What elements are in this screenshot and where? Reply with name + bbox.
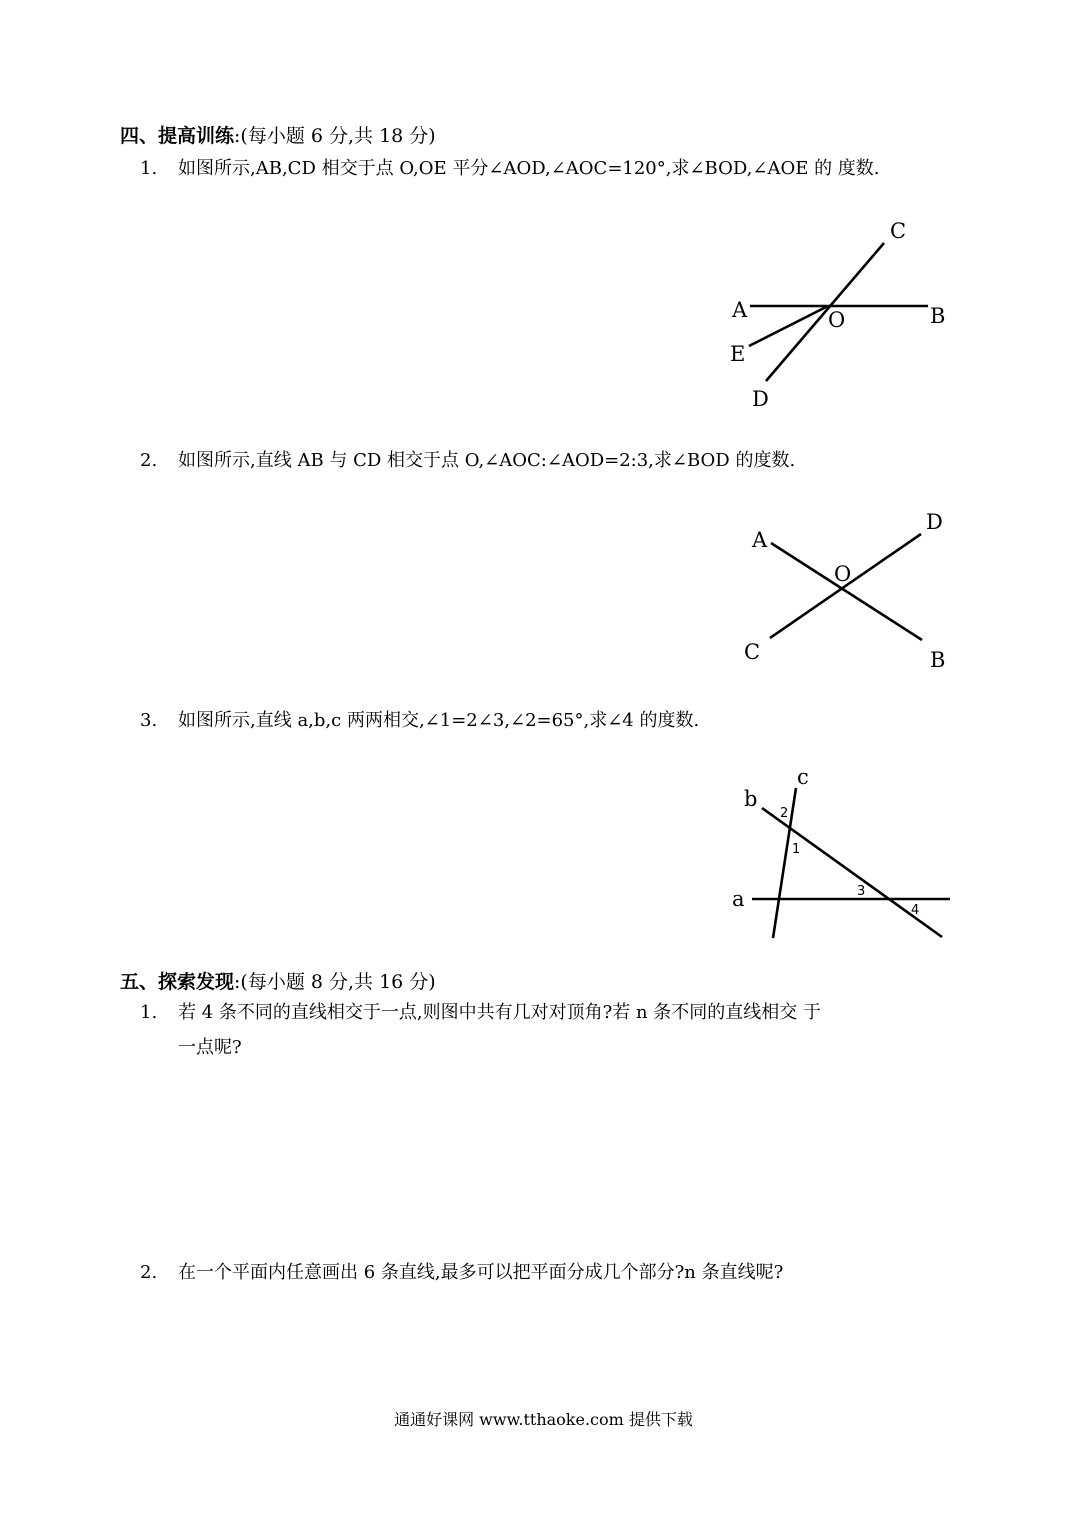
question-5-1-continued: 一点呢? bbox=[178, 1037, 242, 1058]
section-5-heading: 五、探索发现 bbox=[120, 971, 235, 993]
label-b-3: b bbox=[744, 787, 758, 811]
label-a-3: a bbox=[732, 887, 745, 911]
label-c-2: C bbox=[744, 640, 761, 664]
line-ab-2 bbox=[771, 543, 922, 640]
label-d: D bbox=[752, 387, 769, 411]
section-4-note: :(每小题 6 分,共 18 分) bbox=[234, 125, 436, 147]
figure-3-three-lines bbox=[732, 765, 950, 938]
label-a-2: A bbox=[752, 528, 768, 552]
question-text: 如图所示,AB,CD 相交于点 O,OE 平分∠AOD,∠AOC=120°,求∠BOD,∠AOE 的 度数. bbox=[178, 158, 880, 179]
page-footer: 通通好课网 www.tthaoke.com 提供下载 bbox=[394, 1410, 693, 1429]
question-text: 在一个平面内任意画出 6 条直线,最多可以把平面分成几个部分?n 条直线呢? bbox=[178, 1262, 784, 1283]
label-c: C bbox=[890, 219, 907, 243]
label-o-2: O bbox=[834, 562, 852, 586]
angle-label-3: 3 bbox=[857, 884, 866, 899]
label-a: A bbox=[732, 298, 748, 322]
question-number: 2. bbox=[140, 450, 158, 471]
line-cd-2 bbox=[770, 534, 921, 638]
question-5-1 bbox=[140, 996, 821, 1030]
question-text: 如图所示,直线 a,b,c 两两相交,∠1=2∠3,∠2=65°,求∠4 的度数. bbox=[178, 710, 700, 731]
label-e: E bbox=[730, 342, 746, 366]
angle-label-1: 1 bbox=[792, 842, 801, 857]
label-b: B bbox=[930, 304, 946, 328]
label-o: O bbox=[828, 308, 846, 332]
angle-label-2: 2 bbox=[780, 806, 789, 821]
section-5-note: :(每小题 8 分,共 16 分) bbox=[234, 971, 436, 993]
section-5-title bbox=[120, 967, 436, 994]
figure-2-crossing-lines bbox=[744, 510, 945, 672]
question-number: 1. bbox=[140, 1002, 158, 1023]
question-text: 若 4 条不同的直线相交于一点,则图中共有几对对顶角?若 n 条不同的直线相交 于 bbox=[178, 1002, 822, 1023]
question-number: 3. bbox=[140, 710, 158, 731]
question-text: 如图所示,直线 AB 与 CD 相交于点 O,∠AOC:∠AOD=2:3,求∠BOD 的度数. bbox=[178, 450, 796, 471]
label-c-3: c bbox=[797, 765, 809, 789]
question-4-2 bbox=[140, 444, 795, 478]
question-4-3 bbox=[140, 704, 699, 738]
question-number: 2. bbox=[140, 1262, 158, 1283]
line-cd bbox=[766, 243, 884, 381]
label-d-2: D bbox=[926, 510, 943, 534]
label-b-2: B bbox=[930, 648, 946, 672]
section-4-heading: 四、提高训练 bbox=[120, 125, 235, 147]
question-5-2 bbox=[140, 1256, 783, 1290]
question-number: 1. bbox=[140, 158, 158, 179]
angle-label-4: 4 bbox=[911, 903, 920, 918]
ray-oe bbox=[749, 306, 828, 346]
